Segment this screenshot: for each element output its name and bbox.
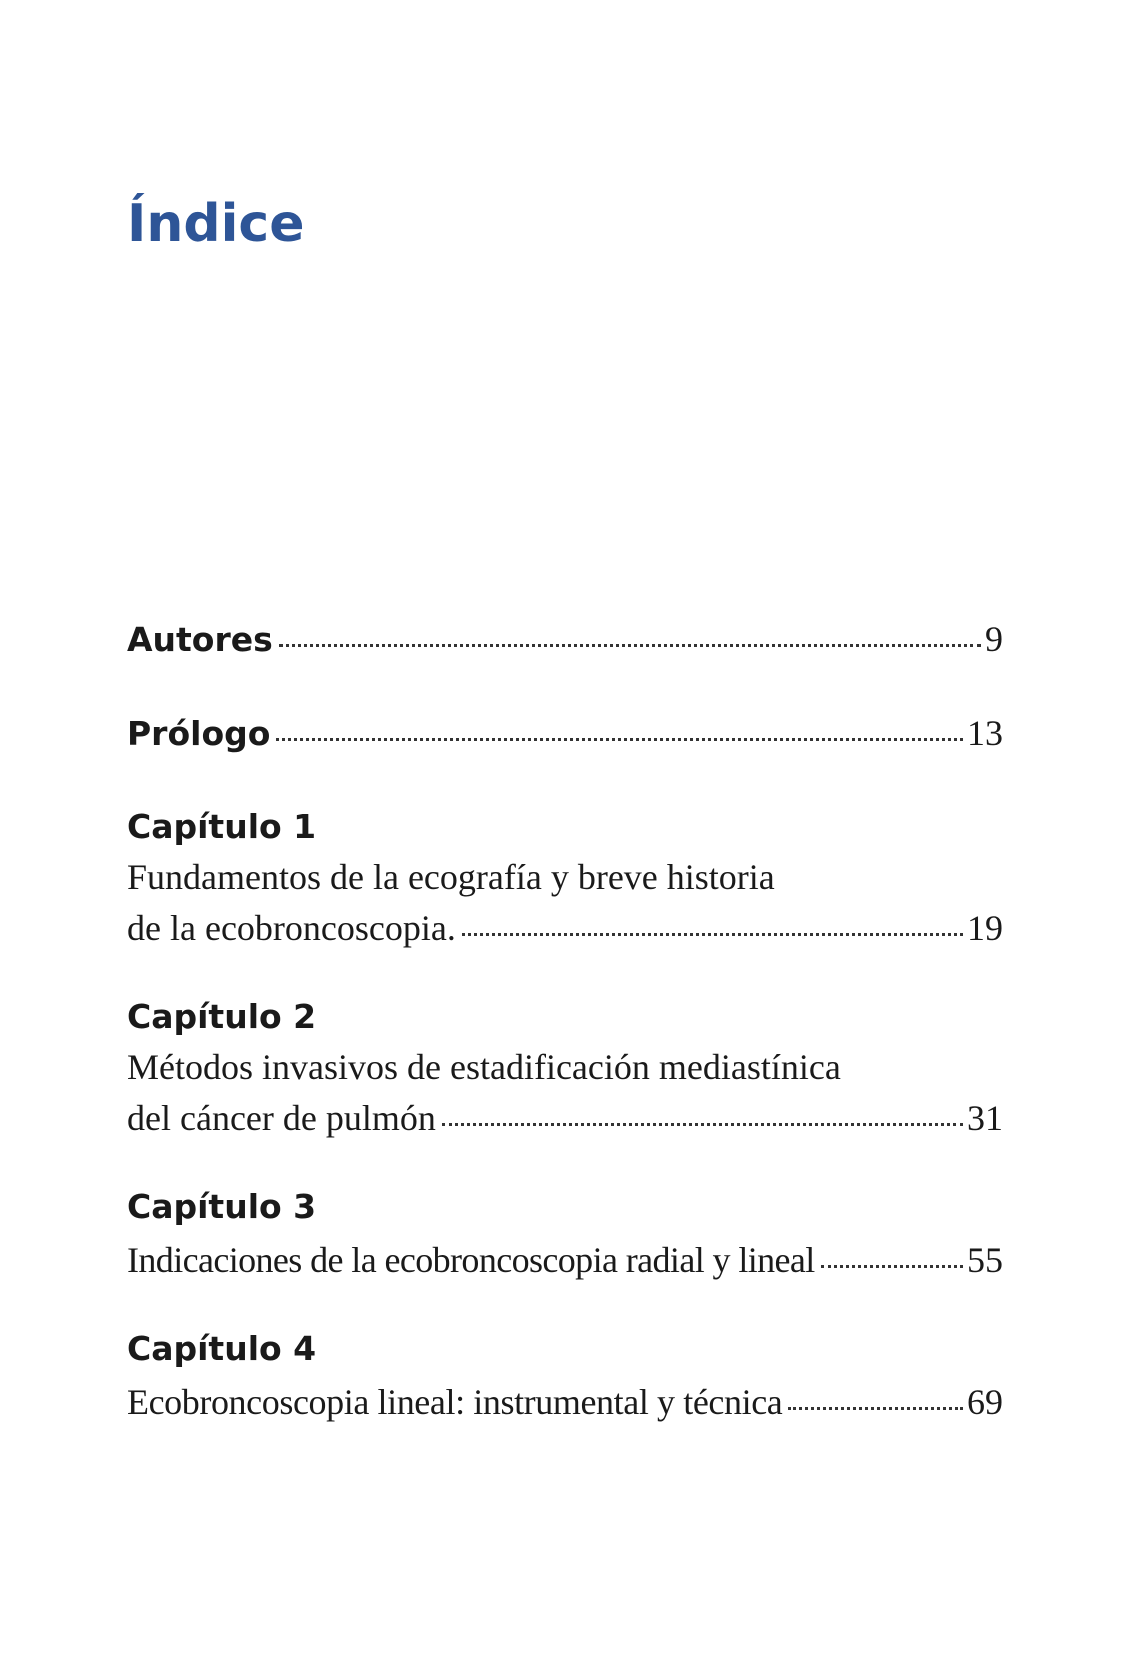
- dot-leader: [821, 1265, 963, 1268]
- toc-page-number: 19: [967, 908, 1003, 948]
- toc-entry-chapter-4: [127, 1329, 1003, 1423]
- toc-entry-prologo: [127, 712, 1003, 754]
- toc-row: [127, 1097, 1003, 1139]
- chapter-title-line: Indicaciones de la ecobroncoscopia radial y lineal: [127, 1240, 815, 1280]
- dot-leader: [276, 738, 963, 741]
- chapter-heading: Capítulo 2: [127, 997, 317, 1036]
- chapter-title-line: Ecobroncoscopia lineal: instrumental y técnica: [127, 1382, 783, 1422]
- toc-page-number: 55: [967, 1240, 1003, 1280]
- chapter-heading: Capítulo 4: [127, 1329, 317, 1368]
- dot-leader: [788, 1407, 963, 1410]
- toc-entry-chapter-2: [127, 997, 1003, 1139]
- dot-leader: [442, 1123, 963, 1126]
- toc-row: [127, 1239, 1003, 1281]
- dot-leader: [279, 644, 981, 647]
- chapter-title-line: Fundamentos de la ecografía y breve historia: [127, 857, 775, 897]
- toc-entry-chapter-1: [127, 807, 1003, 949]
- dot-leader: [462, 933, 963, 936]
- toc-entry-chapter-3: [127, 1187, 1003, 1281]
- chapter-heading: Capítulo 3: [127, 1187, 317, 1226]
- toc-row: [127, 907, 1003, 949]
- chapter-title-line: de la ecobroncoscopia.: [127, 908, 456, 948]
- toc-page-number: 69: [967, 1382, 1003, 1422]
- toc-row: [127, 712, 1003, 754]
- chapter-heading: Capítulo 1: [127, 807, 317, 846]
- page-title: Índice: [127, 194, 305, 254]
- toc-row: [127, 1381, 1003, 1423]
- toc-page-number: 13: [967, 713, 1003, 753]
- toc-page-number: 9: [985, 619, 1003, 659]
- toc-label: Autores: [127, 620, 273, 659]
- chapter-title-line: del cáncer de pulmón: [127, 1098, 436, 1138]
- toc-page-number: 31: [967, 1098, 1003, 1138]
- toc-entry-autores: [127, 618, 1003, 660]
- toc-label: Prólogo: [127, 714, 271, 753]
- toc-row: [127, 618, 1003, 660]
- chapter-title-line: Métodos invasivos de estadificación mediastínica: [127, 1047, 841, 1087]
